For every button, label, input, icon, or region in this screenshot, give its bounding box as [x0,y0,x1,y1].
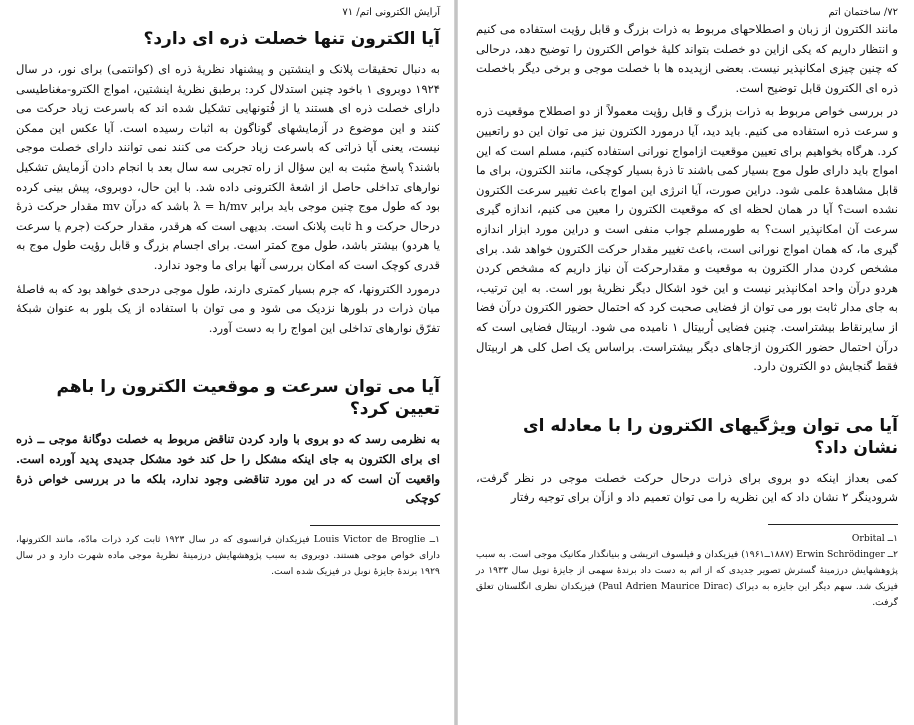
running-head: ۷۲/ ساختمان اتم [828,7,898,18]
body-paragraph: کمی بعداز اینکه دو بروی برای ذرات درحال حرکت خصلت موجی در نظر گرفت، شرودینگر ۲ نشان داد که این نظریه را می توان تعمیم داد و ازآن برای توجیه رفتار [476,470,898,505]
right-page [458,0,914,725]
section-heading: آیا می توان سرعت و موقعیت الکترون را باهم تعیین کرد؟ [56,377,440,420]
footnote: ۱ــ Louis Victor de Broglie فیزیکدان فرانسوی که در سال ۱۹۲۳ ثابت کرد ذرات مادّه، مانند الکترونها، دارای خواص موجی هستند. دوبروی به سبب پژوهشهایش درزمینهٔ نظریهٔ موجی ماده شهرت دارد و در سال ۱۹۲۹ برندهٔ جایزهٔ نوبل در فیزیک شده است. [16,533,440,577]
body-paragraph: در بررسی خواص مربوط به ذرات بزرگ و قابل رؤیت معمولاً از دو اصطلاح موقعیت ذره و سرعت ذره استفاده می کنیم. باید دید، آیا درمورد الکترون نیز می توان این دو راتعیین کرد. هرگاه بخواهیم برای تعیین موقعیت ازامواج نورانی استفاده کنیم، مسلم است که این امواج باید دارای طول موج بسیار کمی باشند تا ذرهٔ بسیار کوچکی، مانند الکترون، برای ما قابل مشاهدهٔ علمی شود. دراین صورت، آیا انرژی این امواج باعث تغییر سرعت الکترون نشده است؟ آیا در همان لحظه ای که موقعیت الکترون را معین می کنیم، اندازه گیری سرعت آن امکانپذیر است؟ به طورمسلم جواب منفی است و دراین مورد ابزار اندازه گیری ما، که همان امواج نورانی است، باعث تغییر مقدار حرکت الکترون خواهد شد. برای مشخص کردن مدار الکترون به موقعیت و مقدارحرکت آن نیاز داریم که مشخص کردن هردو درآن واحد امکانپذیر نیست و این خود اشکال دیگر نظریهٔ بور است. به این ترتیب، به جای مدار ثابت بور می توان از فضایی صحبت کرد که احتمال حضور الکترون درآن فضا از سایرنقاط بیشتراست. چنین فضایی اُربیتال ۱ نامیده می شود. اربیتال فضایی است که درآن احتمال حضور الکترون ازجاهای دیگر بیشتراست. براساس یک اصل کلی هر اربیتال فقط گنجایش دو الکترون دارد. [476,104,898,374]
footnote: ۱ــ Orbital [851,532,898,544]
footnote-rule [310,525,440,526]
body-paragraph: درمورد الکترونها، که جرم بسیار کمتری دارند، طول موجی درحدی خواهد بود که به فاصلهٔ میان ذرات در بلورها نزدیک می شود و می توان با استفاده از یک بلور به عنوان شبکهٔ تفرّق نوارهای تداخلی این امواج را به دست آورد. [16,281,440,335]
left-page [0,0,454,725]
body-paragraph: مانند الکترون از زبان و اصطلاحهای مربوط به ذرات بزرگ و قابل رؤیت استفاده می کنیم و انتظار داریم که یکی ازاین دو خصلت بتواند کلیهٔ خواص الکترون را توضیح دهد، درحالی که چنین چیزی امکانپذیر نیست. بعضی ازپدیده ها با خصلت موجی و برخی دیگر باخصلت ذره ای الکترون قابل توضیح است. [476,22,898,95]
footnote: ۲ــ Erwin Schrödinger (۱۸۸۷ــ۱۹۶۱) فیزیکدان و فیلسوف اتریشی و بنیانگذار مکانیک موجی است. به سبب پژوهشهایش درزمینهٔ گسترش تصویر جدیدی که از اتم به دست داد برندهٔ سهمی از جایزهٔ نوبل سال ۱۹۳۳ در فیزیک شد. سهم دیگر این جایزه به دیراک (Paul Adrien Maurice Dirac) فیزیکدان نظری انگلستان تعلق گرفت. [476,548,899,608]
footnote-rule [768,524,898,525]
section-heading: آیا می توان ویژگیهای الکترون را با معادله ای نشان داد؟ [523,415,898,458]
body-paragraph: به نظرمی رسد که دو بروی با وارد کردن تناقض مربوط به خصلت دوگانهٔ موجی ــ ذره ای برای الکترون به جای اینکه مشکل را حل کند خود مشکل جدیدی پدید آورده است. واقعیت آن است که در این مورد تناقضی وجود ندارد، بلکه ما در بررسی خواص ذرهٔ کوچکی [16,432,440,506]
body-paragraph: به دنبال تحقیقات پلانک و اینشتین و پیشنهاد نظریهٔ ذره ای (کوانتمی) برای نور، در سال ۱۹۲۴ دوبروی ۱ باخود چنین استدلال کرد: برطبق نظریهٔ اینشتین، امواج الکترو‑مغناطیسی دارای خصلت ذره ای هستند یا از فُتونهایی تشکیل شده اند که باسرعت زیاد حرکت می کنند و این موضوع در آزمایشهای گوناگون به اثبات رسیده است. آیا عکس این ممکن نیست، یعنی آیا ذراتی که باسرعت زیاد حرکت می کنند نمی توانند دارای خصلت موجی باشند؟ پاسخ مثبت به این سؤال از راه تجربی سه سال بعد با انجام دادن آزمایش تشکیل نوارهای تداخلی حاصل از اشعهٔ الکترونی داده شد. با این حال، دوبروی، پیش بینی کرده بود که طول موج چنین موجی باید برابر λ = h/mv باشد که درآن mv مقدار حرکت ذرهٔ درحال حرکت و h ثابت پلانک است. بدیهی است که هرقدر، مقدار حرکت (جرم یا سرعت یا هردو) بیشتر باشد، طول موج کمتر است. برای اجسام بزرگ و قابل رؤیت طول موج به قدری کوچک است که امکان بررسی آنها برای ما وجود ندارد. [16,62,440,272]
running-head: آرایش الکترونی اتم/ ۷۱ [342,7,440,18]
section-heading: آیا الکترون تنها خصلت ذره ای دارد؟ [143,29,440,49]
